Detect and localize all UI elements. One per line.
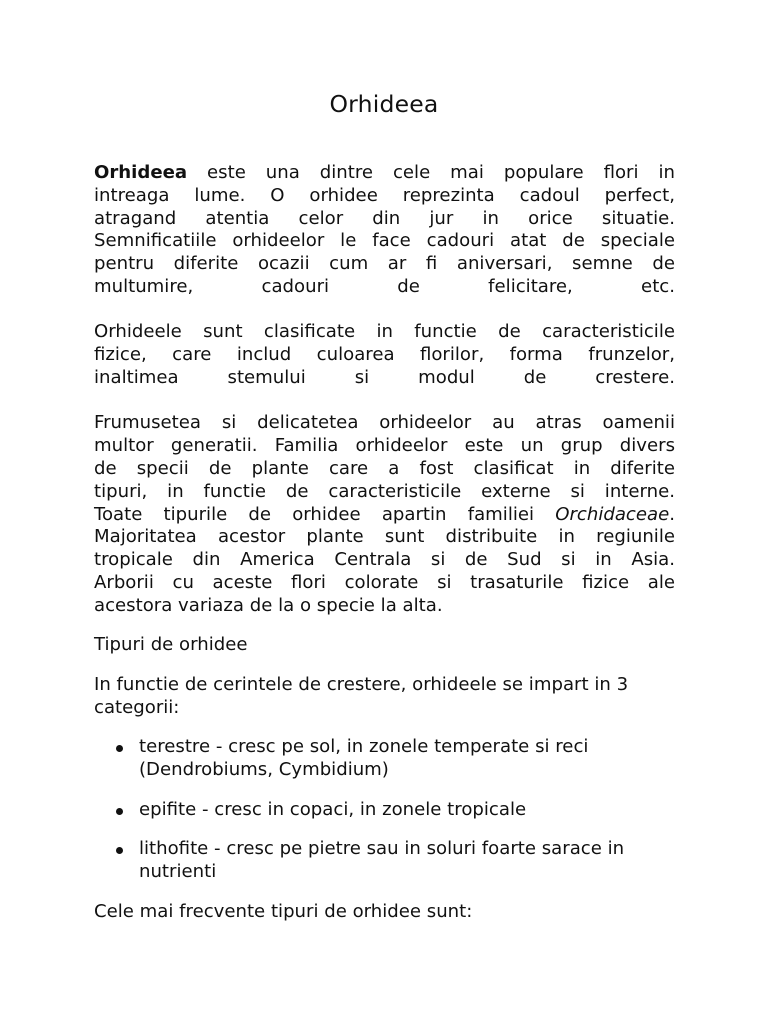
text-line: fizice, care includ culoarea florilor, forma frunzelor, <box>94 344 675 366</box>
bullet-icon <box>116 808 123 815</box>
text-line: Semnificatiile orhideelor le face cadouri atat de speciale <box>94 230 675 252</box>
classification-paragraph <box>94 321 675 389</box>
bold-lead-word: Orhideea <box>94 162 188 183</box>
bullet-icon <box>116 847 123 854</box>
list-item <box>94 838 675 884</box>
list-item-text: terestre - cresc pe sol, in zonele temperate si reci (Dendrobiums, Cymbidium) <box>139 735 589 780</box>
text-line: atragand atentia celor din jur in orice situatie. <box>94 207 675 229</box>
text-line: inaltimea stemului si modul de crestere. <box>94 366 675 388</box>
text-line <box>94 162 675 185</box>
categories-intro: In functie de cerintele de crestere, orhideele se impart in 3 categorii: <box>94 674 629 719</box>
list-item <box>94 736 675 782</box>
list-item <box>94 799 675 822</box>
section-heading: Tipuri de orhidee <box>94 633 248 655</box>
family-name-italic: Orchidaceae <box>555 503 670 525</box>
categories-list <box>94 736 675 884</box>
intro-paragraph <box>94 162 675 299</box>
text-line: tropicale din America Centrala si de Sud si in Asia. <box>94 549 675 571</box>
text-line: Orhideele sunt clasificate in functie de caracteristicile <box>94 321 675 343</box>
text-line <box>94 504 675 527</box>
text-line: multor generatii. Familia orhideelor este un grup divers <box>94 435 675 457</box>
document-title: Orhideea <box>329 90 439 118</box>
text-line: acestora variaza de la o specie la alta. <box>94 594 443 616</box>
line-text: Toate tipurile de orhidee apartin familiei <box>94 503 535 525</box>
text-line: pentru diferite ocazii cum ar fi aniversari, semne de <box>94 253 675 275</box>
list-item-text: epifite - cresc in copaci, in zonele tropicale <box>139 798 527 820</box>
family-paragraph <box>94 412 675 617</box>
text-line: tipuri, in functie de caracteristicile externe si interne. <box>94 480 675 502</box>
line-text: este una dintre cele mai populare flori in <box>207 162 675 183</box>
document-body <box>94 162 675 924</box>
list-item-text: lithofite - cresc pe pietre sau in soluri foarte sarace in nutrienti <box>139 838 625 883</box>
text-line: Frumusetea si delicatetea orhideelor au atras oamenii <box>94 412 675 434</box>
text-line: intreaga lume. O orhidee reprezinta cadoul perfect, <box>94 184 675 206</box>
line-text: . <box>669 503 675 525</box>
text-line: de specii de plante care a fost clasificat in diferite <box>94 457 675 479</box>
text-line: multumire, cadouri de felicitare, etc. <box>94 275 675 297</box>
bullet-icon <box>116 745 123 752</box>
text-line: Majoritatea acestor plante sunt distribuite in regiunile <box>94 526 675 548</box>
text-line: Arborii cu aceste flori colorate si trasaturile fizice ale <box>94 571 675 593</box>
closing-line: Cele mai frecvente tipuri de orhidee sunt: <box>94 900 473 922</box>
